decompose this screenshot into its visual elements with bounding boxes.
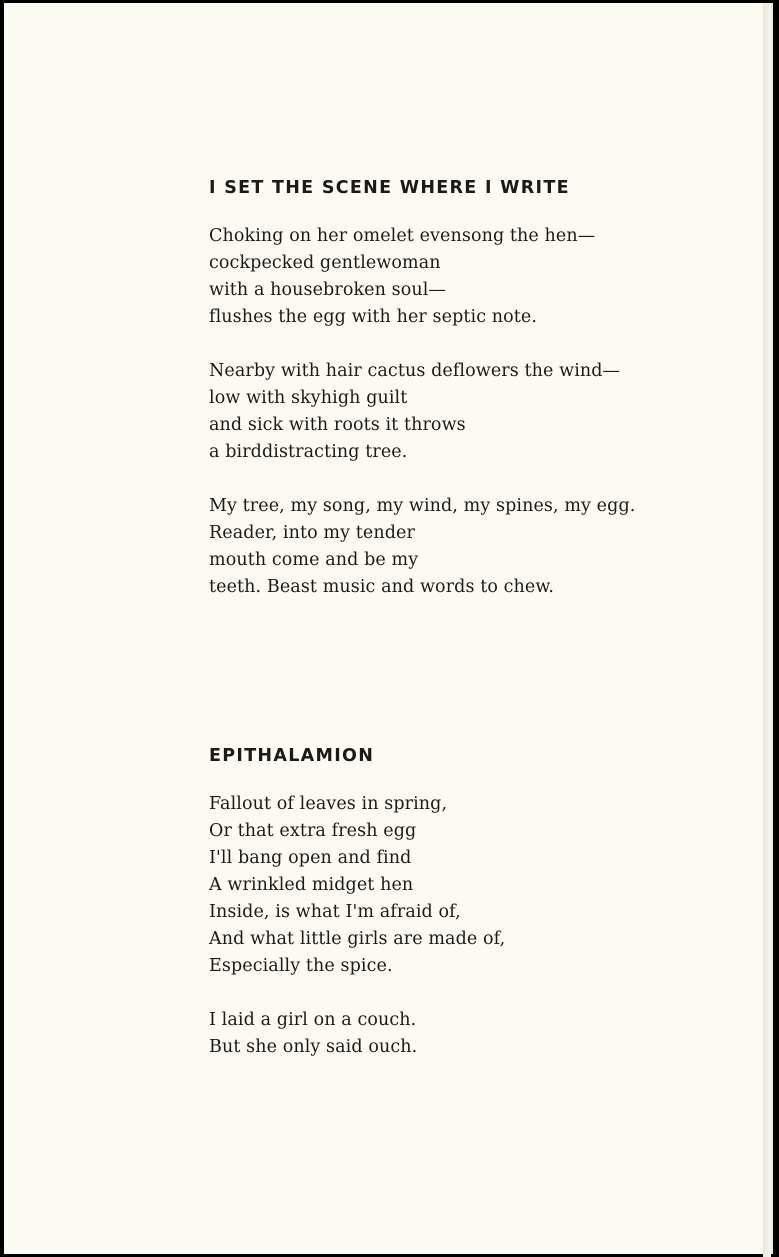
poem-line: low with skyhigh guilt: [209, 388, 408, 408]
page-edge: [763, 3, 771, 1257]
poem-line: I'll bang open and find: [209, 848, 412, 868]
poem-line: cockpecked gentlewoman: [209, 253, 441, 273]
poem-line: Reader, into my tender: [209, 523, 415, 543]
poem-i-set-the-scene: [209, 177, 635, 628]
poem-title: I SET THE SCENE WHERE I WRITE: [209, 178, 570, 198]
poem-line: And what little girls are made of,: [209, 929, 506, 949]
poem-line: My tree, my song, my wind, my spines, my egg.: [209, 496, 636, 516]
poem-line: Fallout of leaves in spring,: [209, 794, 448, 814]
poem-line: Especially the spice.: [209, 956, 393, 976]
poem-line: and sick with roots it throws: [209, 415, 466, 435]
poem-line: mouth come and be my: [209, 550, 419, 570]
stanza: [209, 493, 635, 601]
stanza: [209, 358, 635, 466]
poem-line: teeth. Beast music and words to chew.: [209, 577, 555, 597]
poem-line: Choking on her omelet evensong the hen—: [209, 226, 596, 246]
poem-line: Or that extra fresh egg: [209, 821, 417, 841]
poem-line: Nearby with hair cactus deflowers the wind—: [209, 361, 621, 381]
stanza: [209, 791, 505, 980]
poem-line: Inside, is what I'm afraid of,: [209, 902, 461, 922]
poem-line: But she only said ouch.: [209, 1037, 418, 1057]
poem-epithalamion: [209, 745, 505, 1088]
poem-title: EPITHALAMION: [209, 746, 375, 766]
book-page: [4, 3, 771, 1254]
stanza: [209, 223, 635, 331]
poem-line: with a housebroken soul—: [209, 280, 447, 300]
poem-line: flushes the egg with her septic note.: [209, 307, 538, 327]
poem-line: a birddistracting tree.: [209, 442, 408, 462]
poem-line: A wrinkled midget hen: [209, 875, 414, 895]
poem-line: I laid a girl on a couch.: [209, 1010, 417, 1030]
stanza: [209, 1007, 505, 1061]
